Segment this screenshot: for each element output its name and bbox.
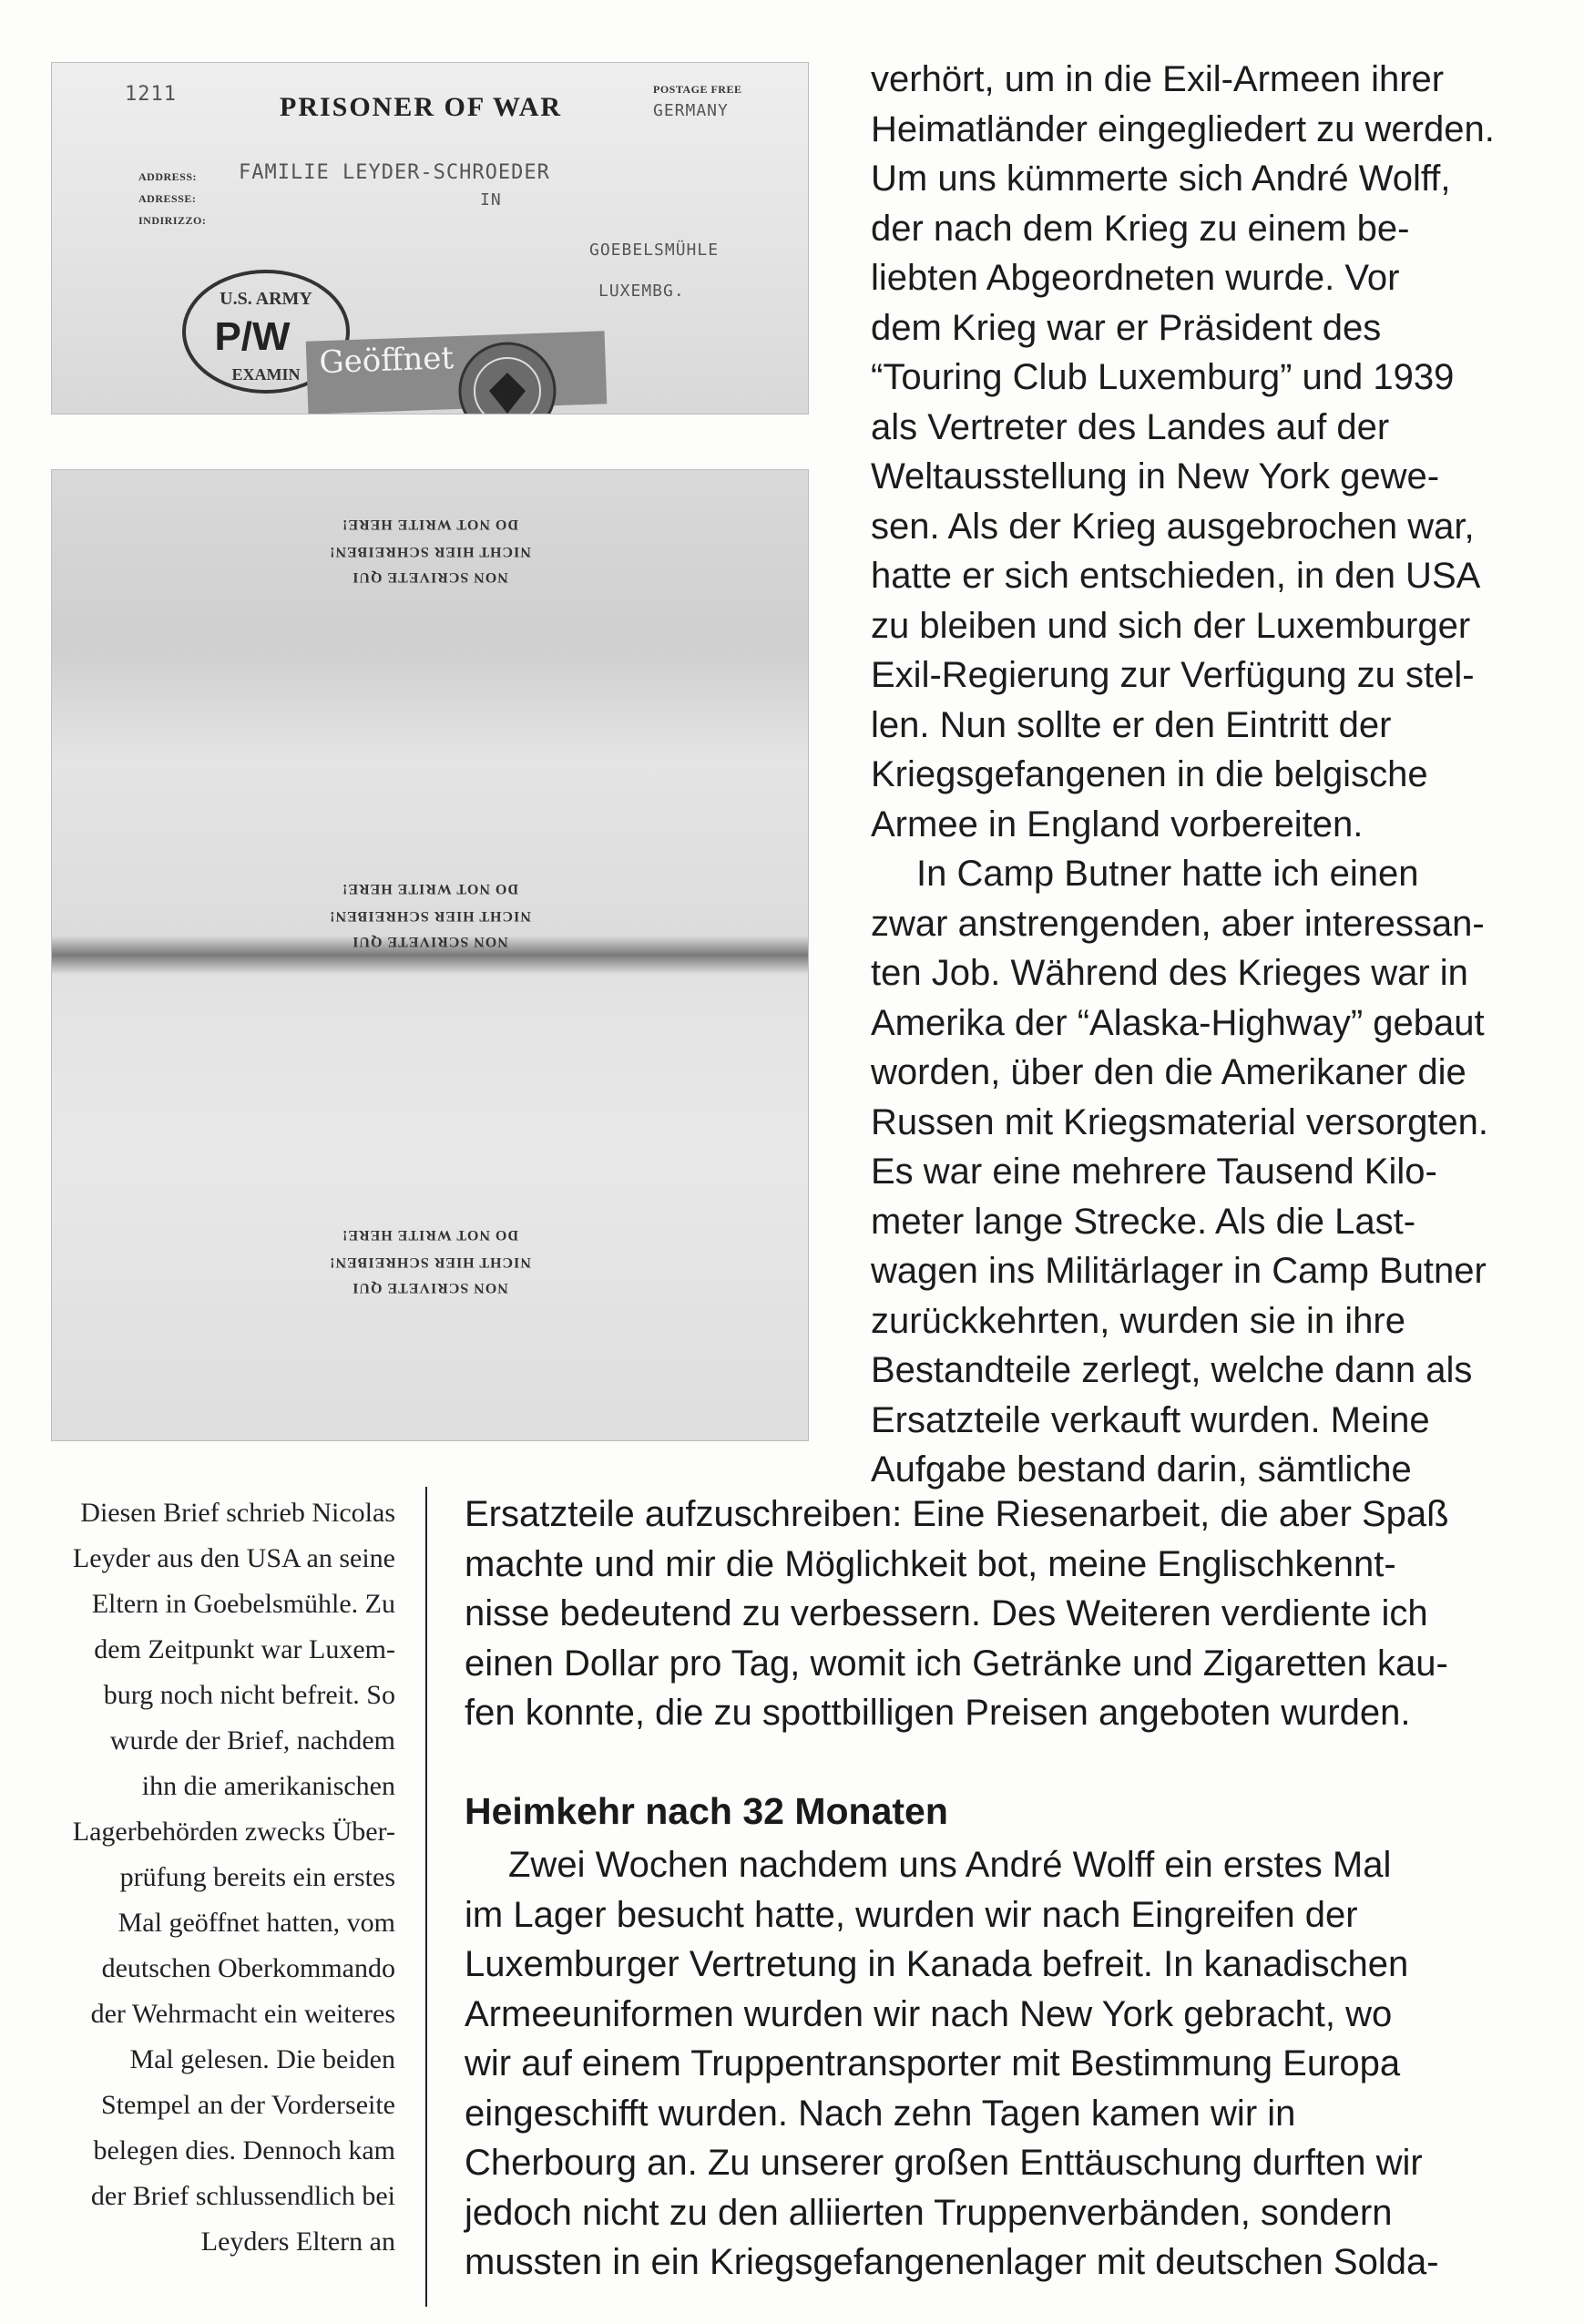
back-bottom-line1: DO NOT WRITE HERE!	[342, 1227, 518, 1243]
para1-l15: Armee in England vorbereiten.	[871, 804, 1364, 845]
back-top-line3: NON SCRIVETE QUI	[352, 569, 508, 585]
section-l4: wir auf einem Truppentransporter mit Bestimmung Europa	[465, 2043, 1401, 2083]
back-top-line2: NICHT HIER SCHREIBEN!	[329, 544, 531, 559]
para1-l7: als Vertreter des Landes auf der	[871, 406, 1390, 447]
caption-l7: Lagerbehörden zwecks Über-	[72, 1817, 395, 1847]
para1	[871, 55, 1518, 849]
caption-l11: der Wehrmacht ein weiteres	[90, 1999, 395, 2029]
section-l0: Zwei Wochen nachdem uns André Wolff ein erstes Mal	[508, 1845, 1392, 1885]
para2-l2: ten Job. Während des Krieges war in	[871, 953, 1468, 993]
photo-caption	[51, 1490, 395, 2265]
section-l1: im Lager besucht hatte, wurden wir nach Eingreifen der	[465, 1894, 1358, 1935]
para2-l8: wagen ins Militärlager in Camp Butner	[871, 1251, 1487, 1291]
back-bottom-line3: NON SCRIVETE QUI	[352, 1280, 508, 1295]
wide-paragraph	[465, 1490, 1518, 1738]
para1-l13: len. Nun sollte er den Eintritt der	[871, 704, 1392, 745]
right-column-text	[871, 55, 1518, 1495]
para2-l1: zwar anstrengenden, aber interessan-	[871, 903, 1485, 944]
para2-l12: Aufgabe bestand darin, sämtliche	[871, 1449, 1412, 1490]
eagle-stamp-icon	[453, 336, 562, 415]
para1-l11: zu bleiben und sich der Luxemburger	[871, 605, 1471, 646]
para2-l11: Ersatzteile verkauft wurden. Meine	[871, 1399, 1430, 1440]
envelope-indirizzo-label: INDIRIZZO:	[138, 214, 207, 227]
caption-l6: ihn die amerikanischen	[141, 1771, 395, 1801]
section-l5: eingeschifft wurden. Nach zehn Tagen kamen wir in	[465, 2093, 1296, 2134]
back-mid-line3: NON SCRIVETE QUI	[352, 934, 508, 949]
section-paragraph	[465, 1840, 1518, 2288]
para2-l10: Bestandteile zerlegt, welche dann als	[871, 1350, 1473, 1390]
caption-l10: deutschen Oberkommando	[101, 1953, 395, 1983]
opened-label-text: Geöffnet	[318, 340, 455, 382]
para1-l9: sen. Als der Krieg ausgebrochen war,	[871, 506, 1475, 547]
section-l2: Luxemburger Vertretung in Kanada befreit. In kanadischen	[465, 1944, 1409, 1984]
back-mid-line2: NICHT HIER SCHREIBEN!	[329, 908, 531, 924]
wide-l2: nisse bedeutend zu verbessern. Des Weiteren verdiente ich	[465, 1593, 1428, 1633]
para2-l0: In Camp Butner hatte ich einen	[916, 854, 1419, 894]
para2-l4: worden, über den die Amerikaner die	[871, 1052, 1466, 1092]
para1-l6: “Touring Club Luxemburg” und 1939	[871, 357, 1455, 397]
envelope-country2: LUXEMBG.	[598, 282, 685, 301]
pw-stamp-mid: P/W	[214, 314, 291, 359]
wide-l1: machte und mir die Möglichkeit bot, meine Englischkennt-	[465, 1543, 1396, 1584]
section-heading: Heimkehr nach 32 Monaten	[465, 1790, 948, 1832]
caption-divider	[425, 1487, 427, 2307]
caption-l9: Mal geöffnet hatten, vom	[118, 1908, 395, 1938]
caption-l2: Eltern in Goebelsmühle. Zu	[91, 1589, 395, 1619]
envelope-number: 1211	[125, 83, 177, 106]
back-bottom-line2: NICHT HIER SCHREIBEN!	[329, 1254, 531, 1270]
envelope-country: GERMANY	[653, 101, 729, 120]
wide-l3: einen Dollar pro Tag, womit ich Getränke und Zigaretten kau-	[465, 1643, 1448, 1684]
envelope-postage: POSTAGE FREE	[653, 83, 742, 96]
para2	[871, 849, 1518, 1495]
para1-l4: liebten Abgeordneten wurde. Vor	[871, 258, 1400, 298]
section-l3: Armeeuniformen wurden wir nach New York gebracht, wo	[465, 1993, 1393, 2034]
envelope-back-photo	[51, 469, 809, 1441]
section-l6: Cherbourg an. Zu unserer großen Enttäuschung durften wir	[465, 2143, 1423, 2183]
para1-l5: dem Krieg war er Präsident des	[871, 307, 1382, 348]
caption-l12: Mal gelesen. Die beiden	[129, 2044, 395, 2074]
caption-l16: Leyders Eltern an	[200, 2227, 395, 2257]
section-l8: mussten in ein Kriegsgefangenenlager mit deutschen Solda-	[465, 2242, 1439, 2282]
caption-l3: dem Zeitpunkt war Luxem-	[94, 1634, 395, 1664]
envelope-adresse-label: ADRESSE:	[138, 192, 197, 205]
para1-l14: Kriegsgefangenen in die belgische	[871, 754, 1428, 794]
para1-l12: Exil-Regierung zur Verfügung zu stel-	[871, 655, 1475, 695]
caption-l13: Stempel an der Vorderseite	[101, 2090, 395, 2120]
para2-l9: zurückkehrten, wurden sie in ihre	[871, 1300, 1405, 1341]
para1-l0: verhört, um in die Exil-Armeen ihrer	[871, 59, 1445, 99]
para2-l6: Es war eine mehrere Tausend Kilo-	[871, 1152, 1437, 1192]
envelope-in: IN	[480, 190, 502, 210]
para1-l3: der nach dem Krieg zu einem be-	[871, 208, 1410, 249]
caption-l4: burg noch nicht befreit. So	[103, 1680, 395, 1710]
envelope-title: PRISONER OF WAR	[280, 92, 563, 122]
para1-l10: hatte er sich entschieden, in den USA	[871, 556, 1481, 596]
caption-l0: Diesen Brief schrieb Nicolas	[80, 1498, 395, 1528]
back-top-line1: DO NOT WRITE HERE!	[342, 517, 518, 532]
para2-l7: meter lange Strecke. Als die Last-	[871, 1201, 1416, 1242]
envelope-address-label: ADDRESS:	[138, 170, 198, 183]
caption-l1: Leyder aus den USA an seine	[72, 1543, 395, 1573]
caption-l15: der Brief schlussendlich bei	[90, 2181, 395, 2211]
wide-l4: fen konnte, die zu spottbilligen Preisen angeboten wurden.	[465, 1693, 1411, 1733]
para1-l1: Heimatländer eingegliedert zu werden.	[871, 108, 1495, 149]
envelope-addressee: FAMILIE LEYDER-SCHROEDER	[239, 161, 550, 184]
caption-l5: wurde der Brief, nachdem	[109, 1725, 395, 1756]
para2-l5: Russen mit Kriegsmaterial versorgten.	[871, 1101, 1489, 1142]
caption-l14: belegen dies. Dennoch kam	[93, 2135, 395, 2165]
para1-l2: Um uns kümmerte sich André Wolff,	[871, 159, 1451, 199]
pw-stamp-top: U.S. ARMY	[220, 289, 312, 309]
back-mid-line1: DO NOT WRITE HERE!	[342, 881, 518, 896]
para1-l8: Weltausstellung in New York gewe-	[871, 456, 1440, 497]
pw-stamp-bottom: EXAMIN	[231, 365, 301, 384]
wide-l0: Ersatzteile aufzuschreiben: Eine Riesenarbeit, die aber Spaß	[465, 1494, 1449, 1534]
section-l7: jedoch nicht zu den alliierten Truppenverbänden, sondern	[465, 2192, 1393, 2233]
envelope-front-photo	[51, 62, 809, 415]
envelope-place: GOEBELSMÜHLE	[589, 241, 720, 260]
para2-l3: Amerika der “Alaska-Highway” gebaut	[871, 1002, 1485, 1043]
caption-l8: prüfung bereits ein erstes	[119, 1862, 395, 1892]
